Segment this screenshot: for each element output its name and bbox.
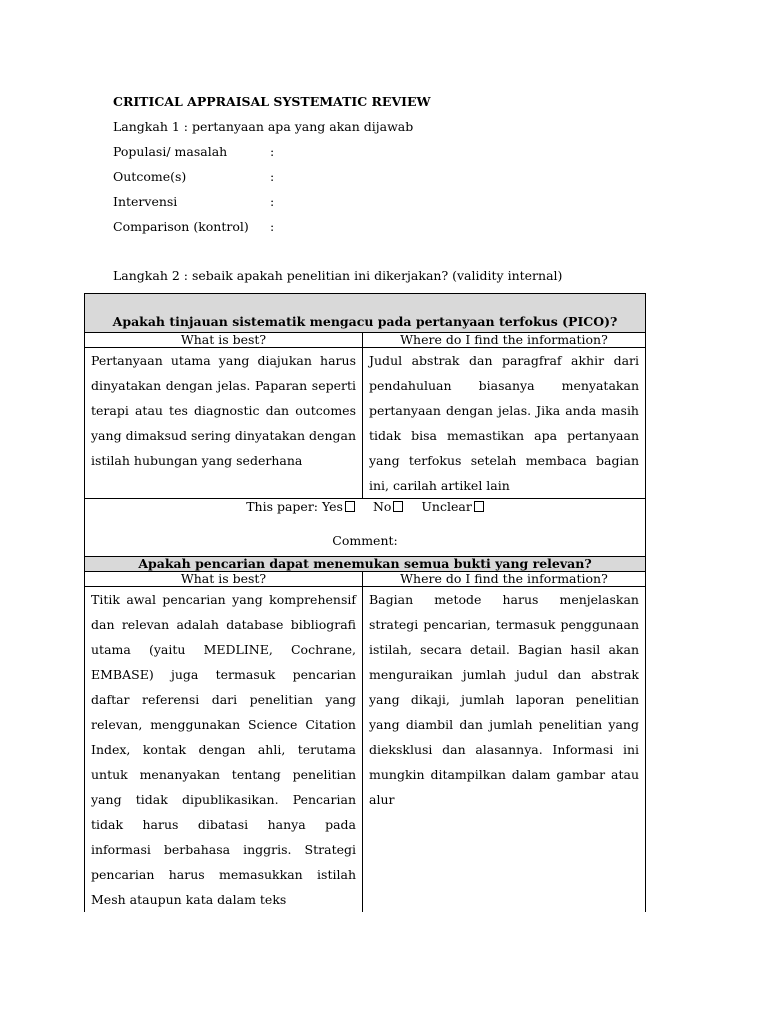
- unclear-checkbox[interactable]: [474, 501, 484, 512]
- section-1-question: Apakah tinjauan sistematik mengacu pada pertanyaan terfokus (PICO)?: [85, 294, 646, 333]
- field-label: Outcome(s): [113, 169, 187, 184]
- field-label: Intervensi: [113, 194, 178, 209]
- field-colon: :: [270, 194, 275, 209]
- section-1-left-text: Pertanyaan utama yang diajukan harus dinyatakan dengan jelas. Paparan seperti terapi atau tes diagnostic dan outcomes yang dimaksud sering dinyatakan dengan istilah hubungan yang sederhana: [91, 353, 356, 468]
- comment-label: Comment:: [332, 533, 398, 548]
- section-2-where-to-find: [363, 587, 646, 913]
- column-header-what-is-best: What is best?: [85, 572, 363, 587]
- step-1-heading: Langkah 1 : pertanyaan apa yang akan dijawab: [113, 119, 414, 134]
- section-1-right-text: Judul abstrak dan paragfraf akhir dari pendahuluan biasanya menyatakan pertanyaan dengan jelas. Jika anda masih tidak bisa memastikan apa pertanyaan yang terfokus setelah membaca bagian ini, carilah artikel lain: [369, 353, 639, 493]
- document-title: CRITICAL APPRAISAL SYSTEMATIC REVIEW: [113, 94, 431, 109]
- answer-options: [91, 499, 639, 515]
- column-header-where-to-find: Where do I find the information?: [363, 572, 646, 587]
- section-2-left-text: Titik awal pencarian yang komprehensif dan relevan adalah database bibliografi utama (yaitu MEDLINE, Cochrane, EMBASE) juga termasuk pencarian daftar referensi dari penelitian yang relevan, menggunakan Science Citation Index, kontak dengan ahli, terutama untuk menanyakan tentang penelitian yang tidak dipublikasikan. Pencarian tidak harus dibatasi hanya pada informasi berbahasa inggris. Strategi pencarian harus memasukkan istilah Mesh ataupun kata dalam teks: [91, 592, 356, 907]
- section-1-what-is-best: [85, 348, 363, 499]
- section-2-what-is-best: [85, 587, 363, 913]
- field-population: [113, 144, 275, 160]
- section-2-question: Apakah pencarian dapat menemukan semua bukti yang relevan?: [85, 557, 646, 572]
- section-2-right-text: Bagian metode harus menjelaskan strategi pencarian, termasuk penggunaan istilah, secara detail. Bagian hasil akan menguraikan jumlah judul dan abstrak yang dikaji, jumlah laporan penelitian yang diambil dan jumlah penelitian yang dieksklusi dan alasannya. Informasi ini mungkin ditampilkan dalam gambar atau alur: [369, 592, 639, 807]
- answer-no-label: No: [372, 499, 392, 514]
- answer-yes-label: This paper: Yes: [246, 499, 343, 514]
- field-label: Populasi/ masalah: [113, 144, 228, 159]
- column-header-where-to-find: Where do I find the information?: [363, 333, 646, 348]
- field-intervention: [113, 194, 275, 210]
- appraisal-table: [84, 293, 646, 912]
- field-outcome: [113, 169, 275, 185]
- field-colon: :: [270, 219, 275, 234]
- no-checkbox[interactable]: [393, 501, 403, 512]
- field-colon: :: [270, 144, 275, 159]
- step-2-heading: Langkah 2 : sebaik apakah penelitian ini dikerjakan? (validity internal): [113, 268, 563, 283]
- field-label: Comparison (kontrol): [113, 219, 249, 234]
- section-1-answer: [85, 499, 646, 557]
- column-header-what-is-best: What is best?: [85, 333, 363, 348]
- field-comparison: [113, 219, 275, 235]
- section-1-where-to-find: [363, 348, 646, 499]
- answer-unclear-label: Unclear: [421, 499, 472, 514]
- yes-checkbox[interactable]: [345, 501, 355, 512]
- field-colon: :: [270, 169, 275, 184]
